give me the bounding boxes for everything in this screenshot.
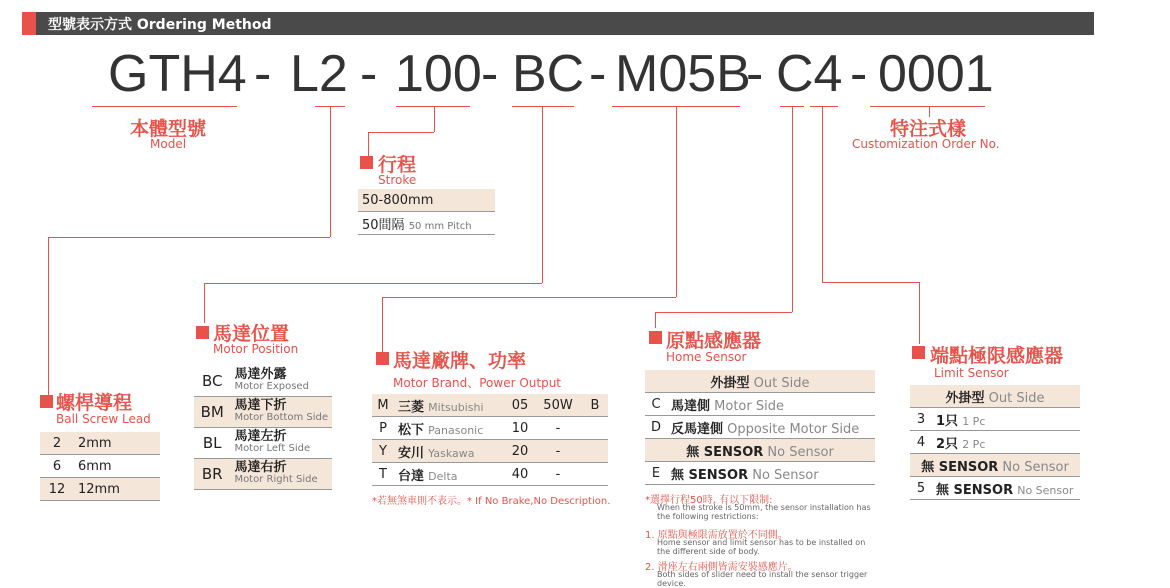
limit-desc	[932, 408, 1080, 431]
home-header-zh: 外掛型	[710, 375, 750, 391]
brand-name	[394, 394, 506, 417]
table-row	[372, 417, 608, 440]
limit-code: 3	[910, 408, 932, 431]
brand-en: Mitsubishi	[428, 400, 484, 414]
connector-motor-position	[542, 107, 543, 283]
home-none-zh: 無 SENSOR	[686, 444, 764, 460]
connector-motor-brand	[676, 107, 677, 297]
home-code: E	[645, 462, 667, 485]
table-row	[372, 394, 608, 417]
underline-limit	[810, 106, 838, 107]
motorpos-code: BM	[194, 397, 230, 428]
table-row	[194, 428, 332, 459]
connector-limit	[822, 107, 823, 282]
motorpos-zh: 馬達左折	[234, 429, 287, 444]
table-row	[645, 370, 875, 393]
limit-en: 1 Pc	[962, 414, 986, 428]
connector-lead	[330, 107, 331, 237]
brand-marker	[376, 352, 389, 365]
limit-code: 4	[910, 431, 932, 454]
table-row	[910, 408, 1080, 431]
table-row	[194, 366, 332, 397]
limit-subtitle: Limit Sensor	[934, 366, 1009, 380]
home-en: No Sensor	[752, 467, 819, 483]
brand-en: Yaskawa	[428, 446, 475, 460]
table-row	[372, 440, 608, 463]
code-motor-position: BC	[512, 45, 585, 103]
home-zh: 無 SENSOR	[671, 467, 749, 483]
power-value: -	[534, 463, 582, 486]
stroke-pitch-zh: 50間隔	[362, 217, 405, 233]
home-none-header	[645, 439, 875, 462]
code-custom: 0001	[878, 45, 994, 103]
connector-limit	[822, 282, 919, 283]
header-title: 型號表示方式 Ordering Method	[48, 17, 272, 33]
connector-motor-position	[204, 283, 542, 284]
brand-code: Y	[372, 440, 394, 463]
brake-code	[582, 440, 608, 463]
home-title: 原點感應器	[666, 330, 762, 352]
motorpos-zh: 馬達右折	[234, 460, 287, 475]
limit-header	[910, 385, 1080, 408]
limit-en: No Sensor	[1017, 483, 1074, 497]
brand-name	[394, 440, 506, 463]
brand-code: T	[372, 463, 394, 486]
motorpos-zh: 馬達下折	[234, 398, 287, 413]
table-row	[645, 393, 875, 416]
limit-marker	[912, 346, 925, 359]
connector-motor-brand	[382, 297, 383, 352]
stroke-marker	[360, 156, 373, 169]
lead-title: 螺桿導程	[56, 392, 133, 414]
motorpos-title: 馬達位置	[213, 323, 290, 345]
home-zh: 反馬達側	[671, 421, 724, 437]
brake-code: B	[582, 394, 608, 417]
home-desc	[667, 393, 875, 416]
power-code: 40	[506, 463, 534, 486]
motorpos-subtitle: Motor Position	[213, 342, 299, 356]
connector-motor-position	[204, 283, 205, 323]
header-accent	[22, 12, 36, 35]
brand-name	[394, 417, 506, 440]
code-dash: -	[254, 45, 272, 103]
home-none-en: No Sensor	[767, 444, 834, 460]
connector-lead	[48, 237, 330, 238]
stroke-table	[358, 189, 495, 235]
code-lead: L2	[290, 45, 348, 103]
brand-code: M	[372, 394, 394, 417]
brand-code: P	[372, 417, 394, 440]
limit-zh: 無 SENSOR	[936, 482, 1014, 498]
connector-home	[655, 312, 656, 328]
table-row	[358, 212, 495, 235]
code-motor-brand: M05B	[615, 45, 751, 103]
limit-desc	[932, 431, 1080, 454]
limit-en: 2 Pc	[962, 437, 986, 451]
lead-marker	[40, 395, 53, 408]
limit-code: 5	[910, 477, 932, 500]
limit-header-en: Out Side	[988, 390, 1045, 406]
brake-code	[582, 463, 608, 486]
brand-zh: 安川	[398, 445, 425, 461]
limit-none-zh: 無 SENSOR	[921, 459, 999, 475]
motorpos-code: BR	[194, 459, 230, 490]
table-row	[40, 478, 160, 501]
motorpos-en: Motor Left Side	[234, 443, 311, 454]
lead-code: 12	[40, 478, 74, 501]
home-note-2: 1. 原點與極限需放置於不同側。	[645, 530, 788, 541]
table-row	[910, 431, 1080, 454]
limit-header-zh: 外掛型	[945, 390, 985, 406]
motorpos-desc	[230, 397, 332, 428]
stroke-subtitle: Stroke	[378, 173, 417, 187]
lead-value: 2mm	[74, 432, 160, 455]
limit-title: 端點極限感應器	[930, 345, 1064, 367]
lead-value: 6mm	[74, 455, 160, 478]
table-row	[372, 463, 608, 486]
brand-zh: 三菱	[398, 399, 425, 415]
brand-title: 馬達廠牌、功率	[393, 350, 527, 372]
lead-subtitle: Ball Screw Lead	[56, 412, 151, 426]
code-dash: -	[850, 45, 868, 103]
code-sensors: C4	[776, 45, 843, 103]
brand-zh: 松下	[398, 422, 425, 438]
model-title: 本體型號	[130, 118, 207, 140]
limit-zh: 2只	[936, 436, 959, 452]
table-row	[910, 385, 1080, 408]
home-note-2-en: Home sensor and limit sensor has to be installed on the different side of body.	[657, 538, 866, 556]
brand-table	[372, 394, 608, 486]
connector-limit	[919, 282, 920, 344]
brand-name	[394, 463, 506, 486]
stroke-pitch-en: 50 mm Pitch	[408, 220, 472, 232]
code-stroke: 100	[395, 45, 482, 103]
lead-value: 12mm	[74, 478, 160, 501]
motorpos-table	[194, 366, 332, 490]
home-code: C	[645, 393, 667, 416]
stroke-pitch	[358, 212, 495, 235]
code-dash: -	[481, 45, 499, 103]
limit-zh: 1只	[936, 413, 959, 429]
motorpos-code: BL	[194, 428, 230, 459]
home-en: Opposite Motor Side	[727, 421, 860, 437]
lead-code: 6	[40, 455, 74, 478]
stroke-range: 50-800mm	[358, 189, 495, 212]
code-dash: -	[746, 45, 764, 103]
home-note-1: *選擇行程50時, 有以下限制:	[645, 495, 773, 506]
connector-motor-brand	[382, 297, 676, 298]
home-zh: 馬達側	[671, 398, 711, 414]
limit-none-header	[910, 454, 1080, 477]
home-note-3: 2. 滑座左右兩側皆需安裝感應片。	[645, 562, 798, 573]
table-row	[910, 454, 1080, 477]
home-en: Motor Side	[714, 398, 784, 414]
underline-custom	[870, 106, 985, 107]
stroke-title: 行程	[378, 154, 417, 176]
underline-stroke	[396, 106, 470, 107]
brand-en: Panasonic	[428, 423, 484, 437]
motorpos-zh: 馬達外露	[234, 367, 287, 382]
home-table	[645, 370, 875, 485]
home-header	[645, 370, 875, 393]
motorpos-desc	[230, 459, 332, 490]
connector-lead	[48, 237, 49, 397]
brand-zh: 台達	[398, 468, 425, 484]
motorpos-en: Motor Bottom Side	[234, 412, 328, 423]
home-subtitle: Home Sensor	[666, 350, 747, 364]
lead-table	[40, 432, 160, 501]
home-code: D	[645, 416, 667, 439]
home-header-en: Out Side	[753, 375, 810, 391]
limit-none-en: No Sensor	[1002, 459, 1069, 475]
connector-home	[792, 107, 793, 312]
motorpos-code: BC	[194, 366, 230, 397]
power-value: -	[534, 440, 582, 463]
motorpos-marker	[196, 326, 209, 339]
power-code: 10	[506, 417, 534, 440]
table-row	[645, 416, 875, 439]
table-row	[40, 455, 160, 478]
brand-note: *若無煞車則不表示。* If No Brake,No Description.	[372, 496, 611, 507]
home-desc	[667, 416, 875, 439]
connector-home	[655, 312, 792, 313]
power-code: 05	[506, 394, 534, 417]
table-row	[358, 189, 495, 212]
table-row	[645, 462, 875, 485]
motorpos-desc	[230, 366, 332, 397]
home-desc	[667, 462, 875, 485]
underline-motor-position	[512, 106, 574, 107]
underline-model	[92, 106, 237, 107]
limit-table	[910, 385, 1080, 500]
home-note-1-en: When the stroke is 50mm, the sensor installation has the following restrictions:	[657, 503, 871, 521]
custom-subtitle: Customization Order No.	[852, 137, 1000, 151]
table-row	[194, 397, 332, 428]
table-row	[645, 439, 875, 462]
connector-stroke	[434, 107, 435, 132]
table-row	[910, 477, 1080, 500]
table-row	[40, 432, 160, 455]
home-marker	[649, 331, 662, 344]
power-code: 20	[506, 440, 534, 463]
brand-subtitle: Motor Brand、Power Output	[393, 376, 562, 390]
motorpos-en: Motor Right Side	[234, 474, 318, 485]
table-row	[194, 459, 332, 490]
model-subtitle: Model	[150, 137, 187, 151]
code-series: GTH4	[108, 45, 247, 103]
brake-code	[582, 417, 608, 440]
custom-title: 特注式樣	[890, 118, 967, 140]
power-value: -	[534, 417, 582, 440]
motorpos-desc	[230, 428, 332, 459]
power-value: 50W	[534, 394, 582, 417]
code-dash: -	[360, 45, 378, 103]
limit-desc	[932, 477, 1080, 500]
connector-stroke	[368, 132, 434, 133]
lead-code: 2	[40, 432, 74, 455]
code-dash: -	[589, 45, 607, 103]
motorpos-en: Motor Exposed	[234, 381, 309, 392]
brand-en: Delta	[428, 469, 458, 483]
home-note-3-en: Both sides of slider need to install the sensor trigger device.	[657, 570, 868, 588]
